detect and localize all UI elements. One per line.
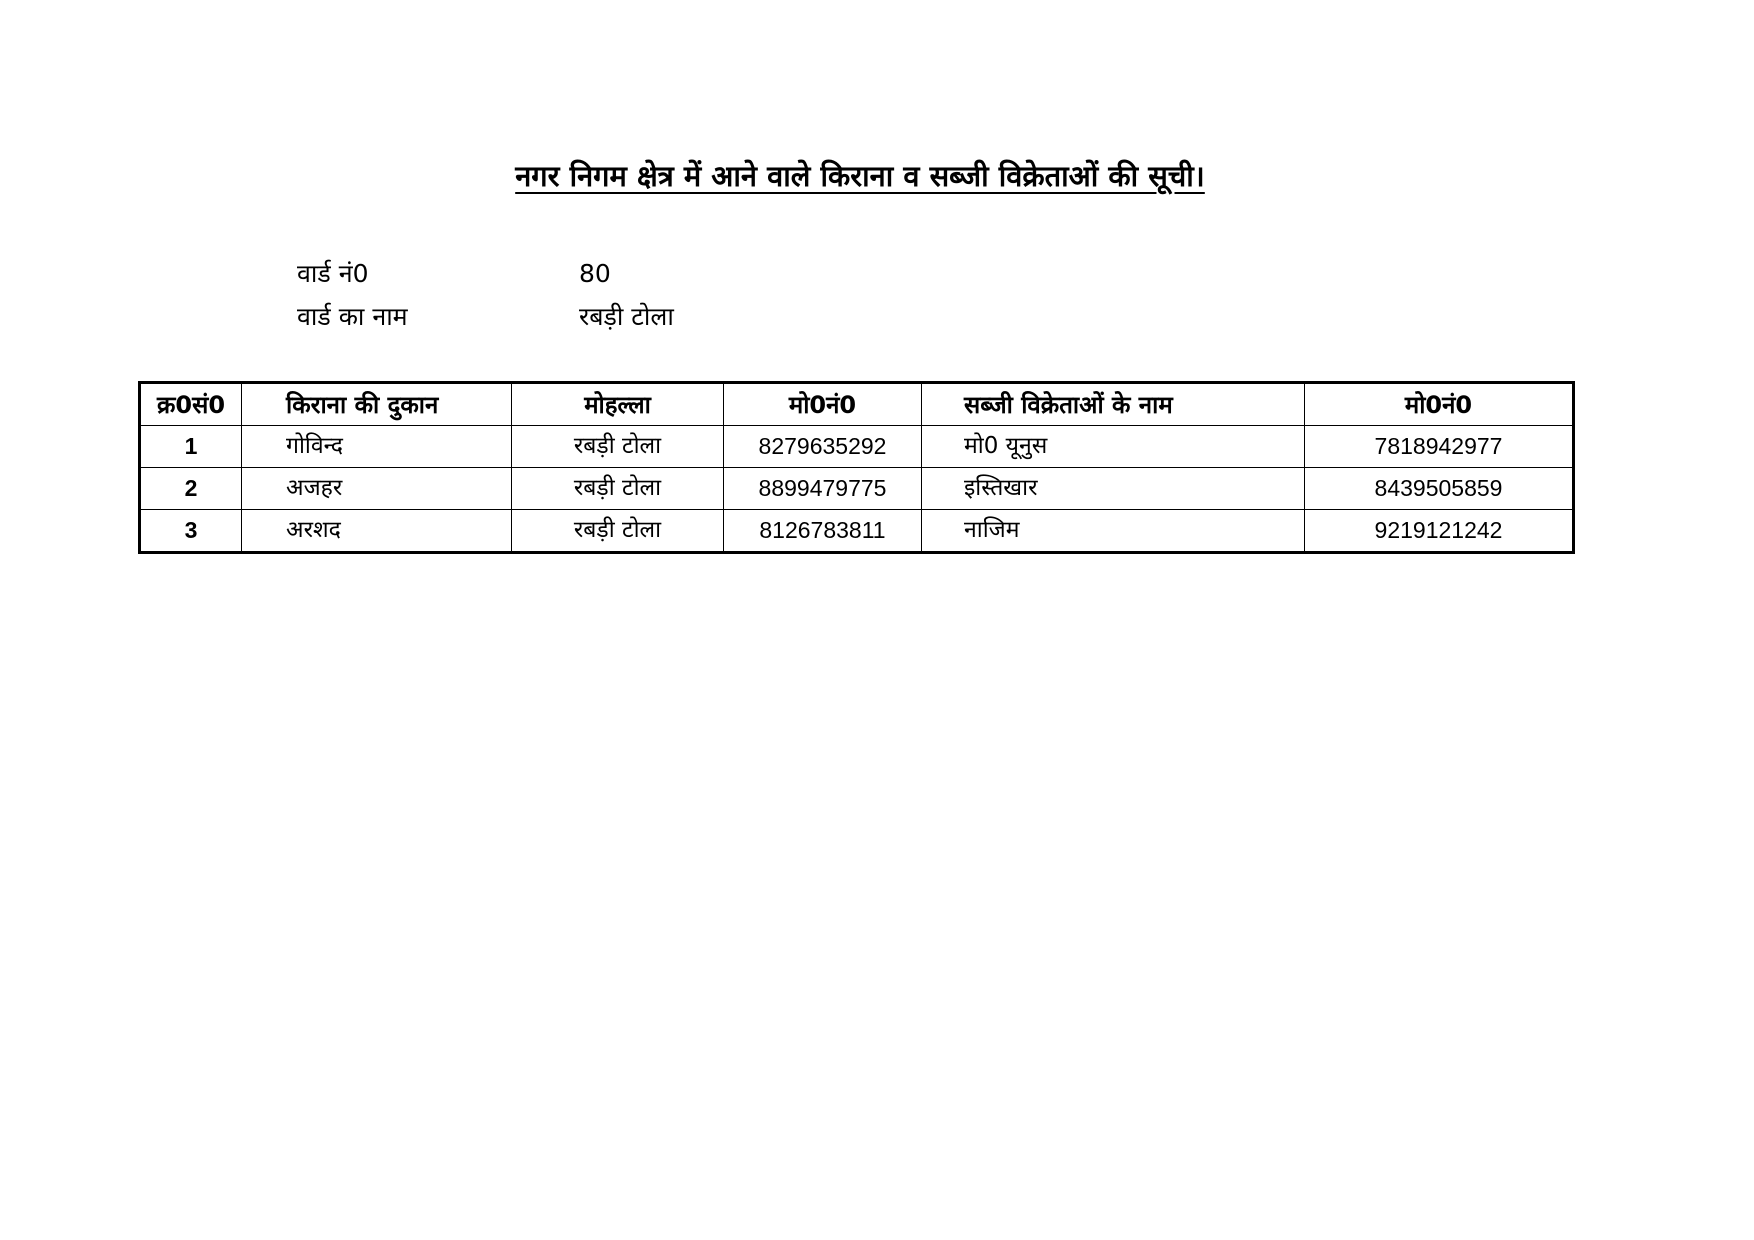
ward-name-label: वार्ड का नाम — [297, 302, 408, 331]
cell-serial: 1 — [140, 426, 242, 468]
cell-grocery-shop: अजहर — [242, 468, 512, 510]
ward-name-value: रबड़ी टोला — [579, 302, 674, 331]
table-row — [140, 468, 1574, 510]
vendor-table — [138, 381, 1575, 554]
cell-mobile-1: 8279635292 — [724, 426, 922, 468]
cell-locality: रबड़ी टोला — [512, 426, 724, 468]
cell-grocery-shop: गोविन्द — [242, 426, 512, 468]
header-mobile-2: मो0नं0 — [1305, 383, 1574, 426]
cell-serial: 2 — [140, 468, 242, 510]
cell-mobile-2: 7818942977 — [1305, 426, 1574, 468]
table-row — [140, 426, 1574, 468]
ward-name-row — [297, 299, 674, 333]
ward-number-value: 80 — [579, 259, 611, 288]
cell-locality: रबड़ी टोला — [512, 510, 724, 553]
cell-vegetable-vendor: इस्तिखार — [922, 468, 1305, 510]
cell-mobile-2: 9219121242 — [1305, 510, 1574, 553]
cell-vegetable-vendor: मो0 यूनुस — [922, 426, 1305, 468]
table-header-row — [140, 383, 1574, 426]
header-serial: क्र0सं0 — [140, 383, 242, 426]
cell-mobile-1: 8899479775 — [724, 468, 922, 510]
header-mobile-1: मो0नं0 — [724, 383, 922, 426]
ward-number-label: वार्ड नं0 — [297, 259, 369, 288]
cell-grocery-shop: अरशद — [242, 510, 512, 553]
cell-mobile-1: 8126783811 — [724, 510, 922, 553]
cell-vegetable-vendor: नाजिम — [922, 510, 1305, 553]
header-grocery-shop: किराना की दुकान — [242, 383, 512, 426]
cell-mobile-2: 8439505859 — [1305, 468, 1574, 510]
cell-locality: रबड़ी टोला — [512, 468, 724, 510]
table-row — [140, 510, 1574, 553]
ward-number-row — [297, 256, 611, 290]
header-vegetable-vendor: सब्जी विक्रेताओं के नाम — [922, 383, 1305, 426]
document-title: नगर निगम क्षेत्र में आने वाले किराना व सब्जी विक्रेताओं की सूची। — [515, 159, 1205, 193]
header-locality: मोहल्ला — [512, 383, 724, 426]
cell-serial: 3 — [140, 510, 242, 553]
